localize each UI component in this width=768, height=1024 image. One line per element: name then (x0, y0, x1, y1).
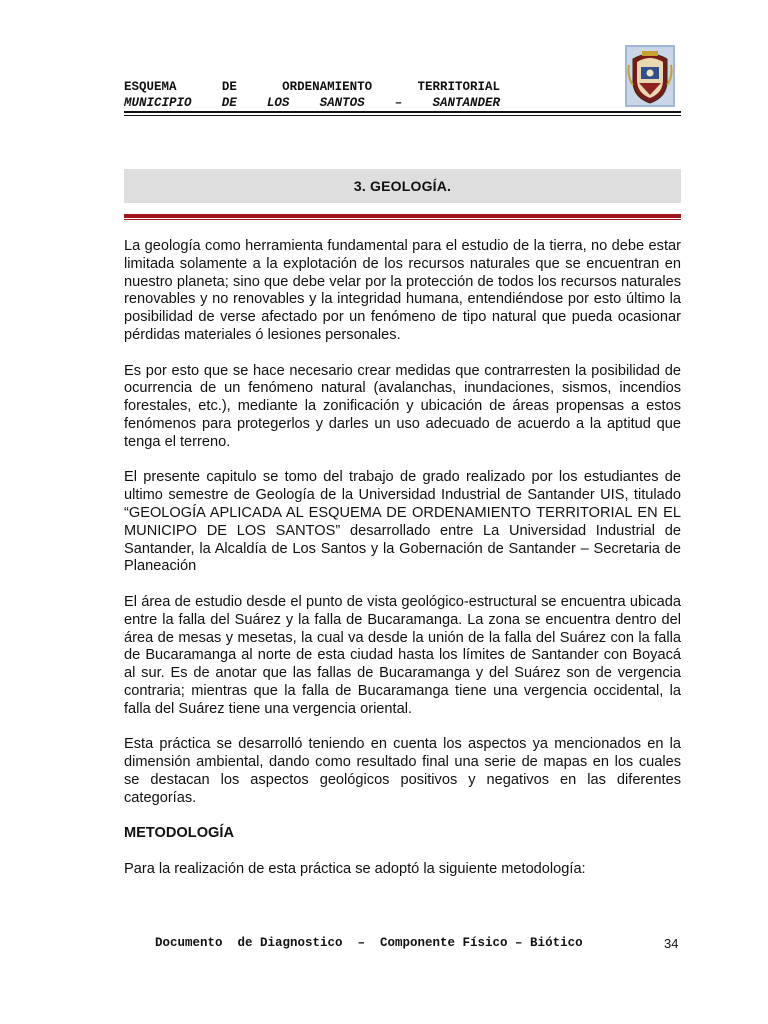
page-footer: Documento de Diagnostico – Componente Físico – Biótico (155, 936, 583, 950)
page-number: 34 (664, 936, 679, 951)
section-divider-thin (124, 219, 681, 220)
header-divider-thin (124, 115, 681, 116)
paragraph-measures: Es por esto que se hace necesario crear medidas que contrarresten la posibilidad de ocurrencia de un fenómeno natural (avalanchas, inundaciones, sismos, incendios forestales, etc.), mediante la zonificación y ubicación de áreas propensas a estos fenómenos para protegerlos y darles un uso adecuado de acuerdo a la aptitud que tenga el terreno. (124, 362, 681, 450)
coat-of-arms-icon (625, 45, 675, 107)
header-word: MUNICIPIO (124, 96, 192, 110)
header-subtitle (124, 96, 500, 110)
header-word: DE (221, 80, 237, 94)
header-divider (124, 111, 681, 113)
header-word: ORDENAMIENTO (282, 80, 373, 94)
document-header (124, 80, 500, 110)
paragraph-study-area: El área de estudio desde el punto de vista geológico-estructural se encuentra ubicada entre la falla del Suárez y la falla de Bucaramanga. La zona se encuentra dentro del área de mesas y mesetas, la cual va desde la unión de la falla del Suárez con la falla de Bucaramanga al norte de esta ciudad hasta los límites de Santander con Boyacá al sur. Es de anotar que las fallas de Bucaramanga y del Suárez son de vergencia contraria; mientras que la falla de Bucaramanga tiene una vergencia occidental, la falla del Suárez tiene una vergencia oriental. (124, 593, 681, 717)
document-body (124, 238, 681, 896)
paragraph-intro: La geología como herramienta fundamental para el estudio de la tierra, no debe estar limitada solamente a la explotación de los recursos naturales que se encuentran en nuestro planeta; sino que debe velar por la protección de todos los recursos naturales renovables y no renovables y la integridad humana, entendiéndose por esto último la posibilidad de verse afectado por un fenómeno de tipo natural que pueda ocasionar pérdidas materiales ó lesiones personales. (124, 238, 681, 343)
section-divider (124, 214, 681, 218)
header-word: DE (221, 96, 237, 110)
header-title (124, 80, 500, 96)
header-word: LOS (266, 96, 290, 110)
header-word: – (394, 96, 403, 110)
header-word: ESQUEMA (124, 80, 177, 94)
header-word: SANTANDER (432, 96, 500, 110)
section-title: 3. GEOLOGÍA. (353, 178, 452, 194)
section-title-band (124, 169, 681, 203)
header-word: TERRITORIAL (417, 80, 500, 94)
header-word: SANTOS (319, 96, 365, 110)
paragraph-methodology: Para la realización de esta práctica se adoptó la siguiente metodología: (124, 860, 586, 877)
heading-methodology: METODOLOGÍA (124, 825, 234, 842)
paragraph-practice: Esta práctica se desarrolló teniendo en cuenta los aspectos ya mencionados en la dimensión ambiental, dando como resultado final una serie de mapas en los cuales se destacan los aspectos geológicos positivos y negativos en las diferentes categorías. (124, 736, 681, 806)
paragraph-source: El presente capitulo se tomo del trabajo de grado realizado por los estudiantes de ultimo semestre de Geología de la Universidad Industrial de Santander UIS, titulado “GEOLOGÍA APLICADA AL ESQUEMA DE ORDENAMIENTO TERRITORIAL EN EL MUNICIPO DE LOS SANTOS” desarrollado entre La Universidad Industrial de Santander, la Alcaldía de Los Santos y la Gobernación de Santander – Secretaria de Planeación (124, 469, 681, 575)
